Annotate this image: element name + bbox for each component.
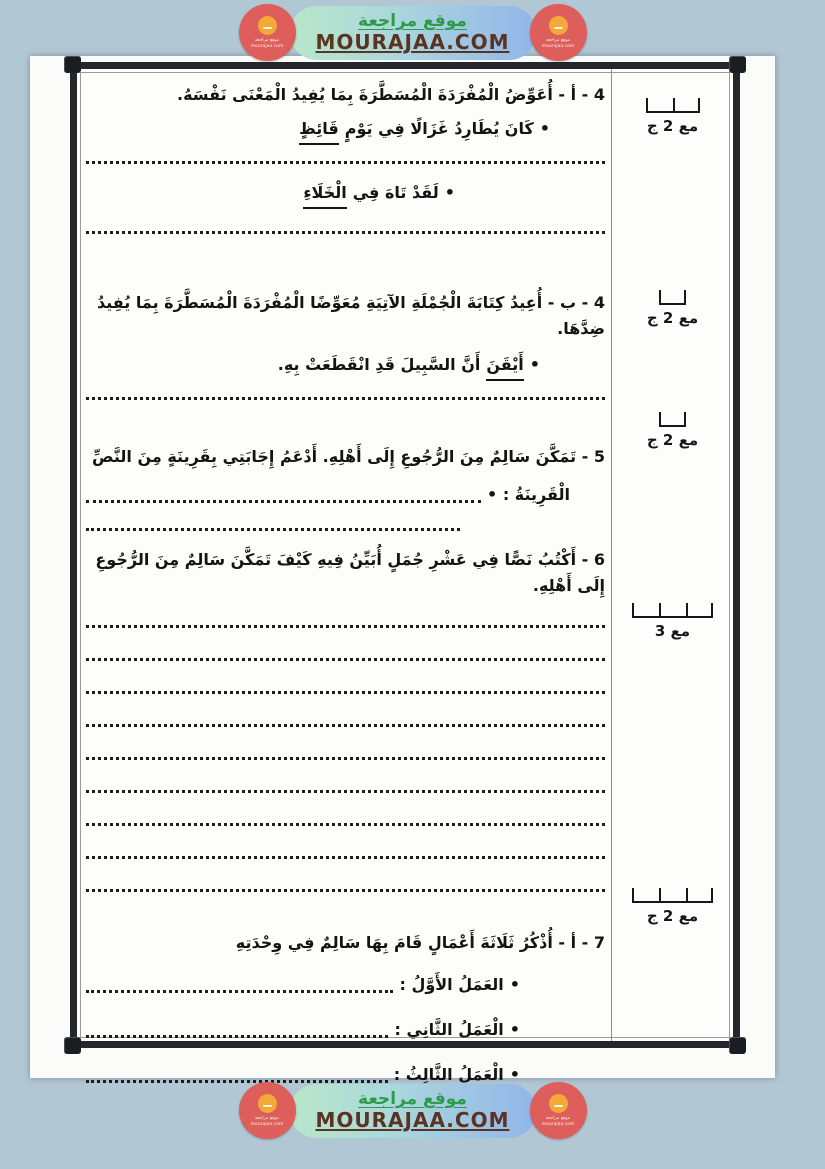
logo-caption-arabic: موقع مراجعة — [545, 1116, 571, 1121]
questions-area — [86, 76, 605, 1090]
site-logo-right[interactable] — [530, 1082, 587, 1139]
logo-caption — [542, 1116, 574, 1127]
score-block-q4a — [612, 98, 733, 135]
score-label: مع 2 ج — [646, 431, 699, 449]
answer-label: الْعَمَلُ الثَّالِثُ : — [393, 1065, 504, 1084]
answer-dotted-line — [86, 757, 605, 760]
sentence-text: كَانَ يُطَارِدُ غَزَالًا فِي يَوْمٍ — [344, 119, 534, 138]
score-cell — [659, 290, 686, 305]
logo-book-icon — [549, 1094, 568, 1113]
answer-dotted-line — [86, 856, 605, 859]
score-label: مع 3 — [654, 622, 691, 640]
site-logo-left[interactable] — [239, 1082, 296, 1139]
score-cells — [612, 888, 733, 903]
question-6-answer-lines — [86, 625, 605, 892]
score-cells — [612, 412, 733, 427]
underlined-word: أَيْقَنَ — [486, 352, 523, 381]
site-logo-right[interactable] — [530, 4, 587, 61]
site-name-arabic-link[interactable]: موقع مراجعة — [358, 11, 467, 31]
score-cells — [612, 290, 733, 305]
site-header — [0, 4, 825, 61]
score-cell — [673, 98, 700, 113]
answer-dotted-line — [86, 1035, 388, 1038]
bullet-icon: • — [509, 1020, 520, 1039]
score-cell — [686, 603, 713, 618]
brand-pill — [290, 1084, 536, 1138]
answer-dotted-line — [86, 889, 605, 892]
question-4a-bullet-1 — [86, 116, 605, 145]
site-domain-link[interactable]: MOURAJAA.COM — [315, 30, 510, 54]
question-4a-title: 4 - أ - أُعَوِّضُ الْمُفْرَدَةَ الْمُسَطَّرَةَ بِمَا يُفِيدُ الْمَعْنَى نَفْسَهُ. — [177, 85, 605, 104]
answer-label: الْقَرِينَةُ : • — [487, 485, 570, 504]
bullet-icon: • — [509, 975, 520, 994]
answer-dotted-line — [86, 691, 605, 694]
score-cell — [659, 603, 686, 618]
logo-caption-arabic: موقع مراجعة — [254, 38, 280, 43]
logo-caption — [251, 38, 283, 49]
score-cell — [646, 98, 673, 113]
answer-dotted-line — [86, 161, 605, 164]
question-4b-bullet — [86, 352, 605, 381]
bullet-icon: • — [529, 355, 540, 374]
score-column — [611, 69, 733, 1041]
question-4b-title: 4 - ب - أُعِيدُ كِتَابَةَ الْجُمْلَةِ الآتِيَةِ مُعَوِّضًا الْمُفْرَدَةَ الْمُسَطَّرَةَ بِمَا يُفِيدُ ضِدَّهَا. — [96, 293, 605, 338]
answer-dotted-line — [86, 823, 605, 826]
question-7a-item-1 — [86, 970, 605, 1000]
answer-dotted-line — [86, 790, 605, 793]
question-5-title: 5 - تَمَكَّنَ سَالِمٌ مِنَ الرُّجُوعِ إِلَى أَهْلِهِ. أَدْعَمُ إِجَابَتِي بِقَرِينَةٍ مِنَ النَّصِّ — [92, 447, 605, 466]
frame-corner-knob — [64, 1037, 81, 1054]
site-name-arabic-link[interactable]: موقع مراجعة — [358, 1089, 467, 1109]
question-7a-title: 7 - أ - أُذْكُرُ ثَلَاثَةَ أَعْمَالٍ قَامَ بِهَا سَالِمٌ فِي وِحْدَتِهِ — [235, 933, 605, 952]
answer-dotted-line — [86, 625, 605, 628]
score-label: مع 2 ج — [646, 117, 699, 135]
answer-label: العَمَلُ الأَوَّلُ : — [399, 975, 504, 994]
logo-caption-domain: mourajaa.com — [541, 43, 575, 49]
answer-dotted-line — [86, 528, 460, 531]
bullet-icon: • — [509, 1065, 520, 1084]
score-label: مع 2 ج — [646, 907, 699, 925]
question-5-answer-row — [86, 480, 605, 510]
score-cell — [632, 603, 659, 618]
site-logo-left[interactable] — [239, 4, 296, 61]
answer-dotted-line — [86, 231, 605, 234]
site-domain-link[interactable]: MOURAJAA.COM — [315, 1108, 510, 1132]
bullet-icon: • — [444, 183, 455, 202]
sentence-text: أَنَّ السَّبِيلَ قَدِ انْقَطَعَتْ بِهِ. — [277, 355, 481, 374]
question-6-title: 6 - أَكْتُبُ نَصًّا فِي عَشْرِ جُمَلٍ أُبَيِّنُ فِيهِ كَيْفَ تَمَكَّنَ سَالِمٌ مِنَ الرُّجُوعِ إِلَى أَهْلِهِ. — [95, 550, 605, 595]
score-cell — [659, 412, 686, 427]
bullet-icon: • — [539, 119, 550, 138]
score-cell — [632, 888, 659, 903]
logo-caption-domain: mourajaa.com — [250, 1121, 284, 1127]
logo-caption-domain: mourajaa.com — [541, 1121, 575, 1127]
logo-caption — [542, 38, 574, 49]
answer-label: الْعَمَلُ الثَّانِي : — [394, 1020, 504, 1039]
logo-book-glyph — [554, 1100, 563, 1107]
score-cell — [659, 888, 686, 903]
score-block-q7 — [612, 888, 733, 925]
score-block-q5 — [612, 412, 733, 449]
worksheet-frame — [70, 62, 740, 1084]
score-block-q6 — [612, 603, 733, 640]
logo-book-icon — [258, 16, 277, 35]
score-label: مع 2 ج — [646, 309, 699, 327]
answer-dotted-line — [86, 990, 393, 993]
logo-book-glyph — [263, 1100, 272, 1107]
logo-book-glyph — [554, 22, 563, 29]
logo-book-glyph — [263, 22, 272, 29]
brand-pill — [290, 6, 536, 60]
logo-caption-domain: mourajaa.com — [250, 43, 284, 49]
score-cells — [612, 603, 733, 618]
question-4a-bullet-2 — [86, 180, 605, 209]
underlined-word: الْخَلَاءِ — [303, 180, 346, 209]
site-footer — [0, 1082, 825, 1139]
score-block-q4b — [612, 290, 733, 327]
logo-book-icon — [549, 16, 568, 35]
score-cell — [686, 888, 713, 903]
answer-dotted-line — [86, 397, 605, 400]
sentence-text: لَقَدْ تَاهَ فِي — [352, 183, 439, 202]
score-cells — [612, 98, 733, 113]
answer-dotted-line — [86, 724, 605, 727]
logo-book-icon — [258, 1094, 277, 1113]
answer-dotted-line — [86, 500, 481, 503]
question-7a-item-2 — [86, 1015, 605, 1045]
logo-caption-arabic: موقع مراجعة — [254, 1116, 280, 1121]
answer-dotted-line — [86, 658, 605, 661]
logo-caption-arabic: موقع مراجعة — [545, 38, 571, 43]
logo-caption — [251, 1116, 283, 1127]
underlined-word: قَائِظٍ — [299, 116, 339, 145]
